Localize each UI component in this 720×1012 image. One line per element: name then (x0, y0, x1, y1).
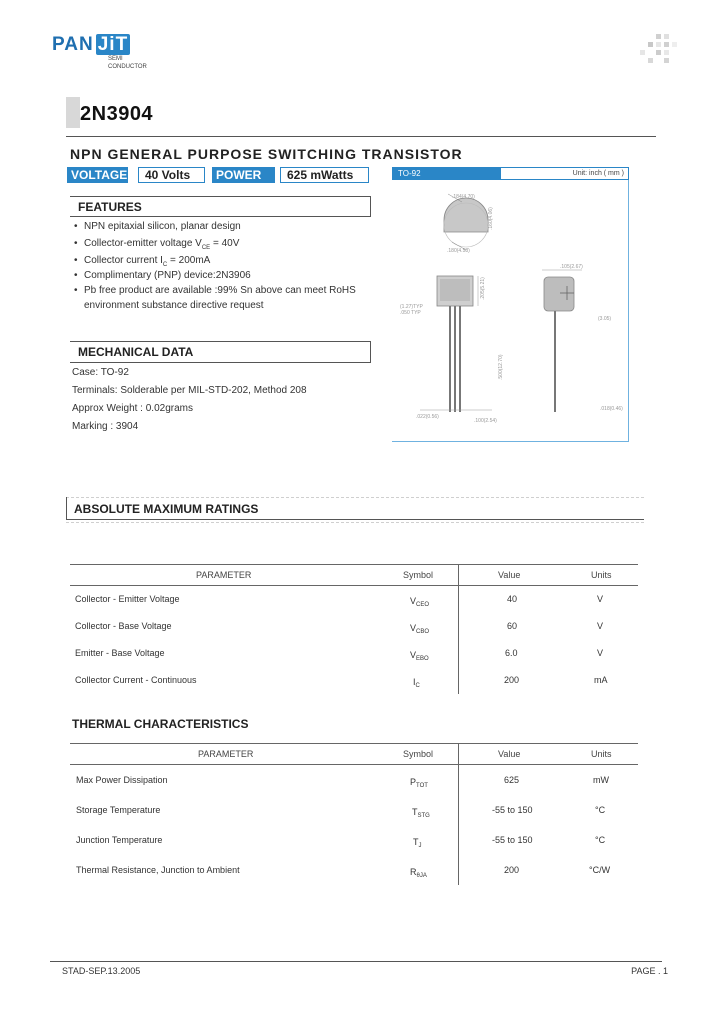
title-divider (66, 136, 656, 137)
table-row-value: 200 (504, 865, 520, 875)
table-row-value: 200 (504, 675, 520, 685)
abs-max-header-units: Units (591, 570, 612, 580)
svg-text:.022(0.56): .022(0.56) (416, 414, 439, 420)
features-top-rule (70, 196, 370, 197)
feature-item-1: • NPN epitaxial silicon, planar design (74, 221, 241, 232)
footer-date: STAD-SEP.13.2005 (62, 966, 141, 976)
abs-max-title: ABSOLUTE MAXIMUM RATINGS (74, 502, 259, 516)
svg-text:.160(4.06): .160(4.06) (488, 207, 494, 230)
abs-max-header-symbol: Symbol (403, 570, 434, 580)
table-row-symbol: $V_{CEO}$ (410, 596, 430, 608)
mechanical-item-4: Marking : 3904 (72, 421, 139, 432)
logo-pan-text: PAN (52, 34, 94, 55)
table-row-value: 40 (507, 594, 518, 604)
feature-item-4: • Complimentary (PNP) device:2N3906 (74, 270, 251, 281)
thermal-table-top-rule (70, 743, 638, 744)
table-row-symbol: $R_{\theta JA}$ (410, 867, 427, 879)
thermal-header-value: Value (498, 749, 521, 759)
logo-jit-text: JiT (97, 34, 129, 55)
section-dashed-rule-bottom (66, 522, 644, 523)
to92-outline-drawing-icon (392, 180, 628, 442)
svg-text:.500(12.70): .500(12.70) (498, 354, 504, 380)
svg-text:.018(0.46): .018(0.46) (600, 406, 623, 412)
table-row-param: Storage Temperature (76, 805, 161, 815)
svg-text:.105(2.67): .105(2.67) (560, 264, 583, 270)
table-row-symbol: $T_J$ (413, 837, 422, 849)
table-row-param: Collector - Emitter Voltage (75, 594, 180, 604)
table-row-units: V (597, 594, 604, 604)
package-header (392, 167, 629, 180)
footer-rule (50, 961, 662, 962)
table-row-symbol: $V_{CBO}$ (410, 623, 430, 635)
section-dashed-rule-top (66, 497, 644, 498)
feature-item-5: • Pb free product are available :99% Sn above can meet RoHS (74, 285, 356, 296)
table-row-param: Collector - Base Voltage (75, 621, 172, 631)
table-row-param: Thermal Resistance, Junction to Ambient (76, 865, 240, 875)
mechanical-item-3: Approx Weight : 0.02grams (72, 403, 193, 414)
table-row-units: mA (594, 675, 608, 685)
table-row-value: -55 to 150 (492, 805, 533, 815)
mechanical-side-rule (370, 341, 371, 363)
power-value: 625 mWatts (280, 167, 369, 183)
table-row-param: Emitter - Base Voltage (75, 648, 165, 658)
table-row-symbol: $I_C$ (413, 677, 420, 689)
package-name: TO-92 (393, 168, 501, 179)
abs-max-column-separator (458, 564, 459, 694)
svg-text:.100(2.54): .100(2.54) (474, 418, 497, 424)
features-bottom-rule (70, 216, 370, 217)
mechanical-bottom-rule (70, 362, 370, 363)
table-row-units: °C (595, 805, 606, 815)
mechanical-item-2: Terminals: Solderable per MIL-STD-202, Method 208 (72, 385, 307, 396)
feature-item-6: environment substance directive request (84, 300, 264, 311)
table-row-value: 60 (507, 621, 518, 631)
footer-page: PAGE . 1 (631, 966, 668, 976)
thermal-title: THERMAL CHARACTERISTICS (72, 717, 249, 731)
thermal-header-symbol: Symbol (403, 749, 434, 759)
features-title: FEATURES (78, 200, 142, 214)
package-unit: Unit: inch ( mm ) (572, 170, 624, 177)
abs-max-header-parameter: PARAMETER (196, 570, 252, 580)
table-row-units: V (597, 648, 604, 658)
abs-max-header-value: Value (498, 570, 521, 580)
abs-max-header-rule (70, 585, 638, 586)
table-row-value: 625 (504, 775, 520, 785)
table-row-param: Collector Current - Continuous (75, 675, 197, 685)
part-number-accent (66, 97, 80, 128)
feature-item-3: • Collector current $I_C = 200mA$ (74, 255, 211, 268)
logo-wordmark (52, 34, 130, 56)
table-row-param: Junction Temperature (76, 835, 163, 845)
svg-text:.184(4.70): .184(4.70) (452, 194, 475, 200)
table-row-symbol: $V_{EBO}$ (410, 650, 429, 662)
logo-sub-conductor: CONDUCTOR (108, 64, 147, 70)
table-row-units: mW (593, 775, 609, 785)
abs-max-table-top-rule (70, 564, 638, 565)
abs-max-side-rule (66, 497, 67, 519)
table-row-symbol: $P_{TOT}$ (410, 777, 428, 789)
panjit-logo (52, 34, 162, 74)
mechanical-top-rule (70, 341, 370, 342)
svg-text:.205(5.21): .205(5.21) (480, 277, 486, 300)
table-row-param: Max Power Dissipation (76, 775, 168, 785)
corner-dots-decoration-icon (636, 32, 680, 72)
part-number: 2N3904 (80, 103, 154, 125)
features-side-rule (370, 196, 371, 217)
abs-max-rule (66, 519, 644, 520)
svg-text:.180(4.58): .180(4.58) (447, 248, 470, 254)
table-row-value: 6.0 (505, 648, 518, 658)
thermal-header-units: Units (591, 749, 612, 759)
table-row-units: °C/W (589, 865, 611, 875)
power-label: POWER (212, 167, 275, 183)
package-drawing-panel (392, 180, 629, 442)
table-row-symbol: $T_{STG}$ (412, 807, 430, 819)
mechanical-item-1: Case: TO-92 (72, 367, 129, 378)
svg-text:.050 TYP: .050 TYP (400, 310, 421, 316)
thermal-header-parameter: PARAMETER (198, 749, 254, 759)
table-row-value: -55 to 150 (492, 835, 533, 845)
table-row-units: V (597, 621, 604, 631)
logo-sub-semi: SEMI (108, 56, 123, 62)
svg-text:(3.05): (3.05) (598, 316, 612, 322)
voltage-value: 40 Volts (138, 167, 205, 183)
thermal-header-rule (70, 764, 638, 765)
svg-text:(1.27)TYP: (1.27)TYP (400, 304, 423, 310)
feature-item-2: • Collector-emitter voltage $V_{CE} = 40V$ (74, 238, 240, 251)
voltage-label: VOLTAGE (67, 167, 128, 183)
mechanical-title: MECHANICAL DATA (78, 345, 194, 359)
device-title: NPN GENERAL PURPOSE SWITCHING TRANSISTOR (70, 146, 463, 162)
table-row-units: °C (595, 835, 606, 845)
